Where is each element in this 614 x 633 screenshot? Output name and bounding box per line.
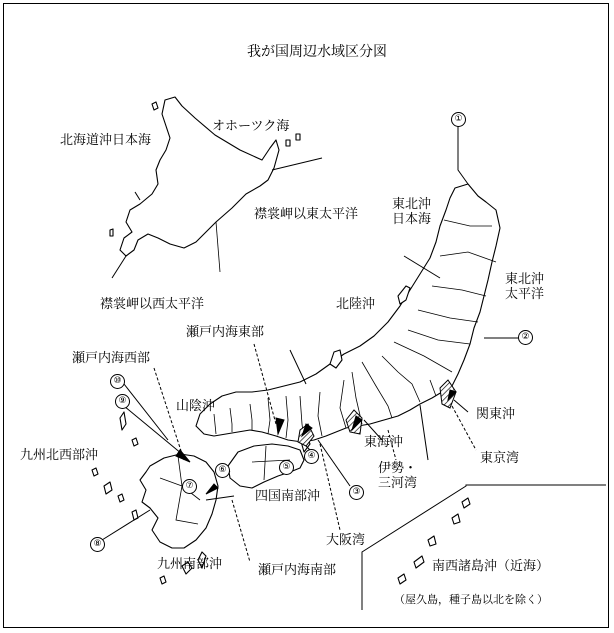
hokkaido-boundary xyxy=(216,222,220,272)
nansei-island-3 xyxy=(428,536,436,546)
label-west-erimo: 襟裳岬以西太平洋 xyxy=(100,297,205,312)
nansei-island-1 xyxy=(462,498,470,508)
leader-1 xyxy=(458,125,468,184)
goto-island-2 xyxy=(118,494,124,502)
map-title: 我が国周辺水域区分図 xyxy=(247,44,387,60)
rishiri-island xyxy=(152,102,158,110)
label-nansei-note: （屋久島，種子島以北を除く） xyxy=(394,593,548,606)
label-east-erimo: 襟裳岬以東太平洋 xyxy=(254,207,359,222)
label-tokai: 東海沖 xyxy=(364,435,404,450)
marker-9: ⑨ xyxy=(115,394,130,409)
label-ise-1: 伊勢・ xyxy=(378,461,418,476)
label-tohoku-japan-sea-1: 東北沖 xyxy=(392,197,432,212)
nansei-island-4 xyxy=(414,556,424,568)
marker-5: ⑤ xyxy=(279,460,294,475)
label-tohoku-pacific-1: 東北沖 xyxy=(505,272,545,287)
label-ise xyxy=(378,462,417,492)
marker-3: ③ xyxy=(349,485,364,500)
label-kyushu-south: 九州南部沖 xyxy=(157,557,223,572)
label-tohoku-japan-sea-2: 日本海 xyxy=(392,211,432,227)
label-kyushu-nw: 九州北西部沖 xyxy=(20,448,99,463)
marker-6: ⑥ xyxy=(215,463,230,478)
dash-tokyo xyxy=(452,406,476,450)
nansei-box xyxy=(362,485,606,610)
label-tokyo-bay: 東京湾 xyxy=(480,451,520,466)
leader-3 xyxy=(318,440,350,486)
leader-tokai-2 xyxy=(420,405,428,460)
label-tohoku-japan-sea xyxy=(392,198,431,228)
marker-2: ② xyxy=(518,330,533,345)
label-osaka-bay: 大阪湾 xyxy=(326,533,366,548)
goto-island xyxy=(104,482,112,494)
hokkaido-sw-line xyxy=(112,256,126,278)
label-seto-east: 瀬戸内海東部 xyxy=(186,325,265,340)
iki-island xyxy=(132,438,138,446)
label-seto-west: 瀬戸内海西部 xyxy=(72,351,151,366)
label-hokkaido-japan-sea: 北海道沖日本海 xyxy=(60,133,152,148)
marker-1: ① xyxy=(451,112,466,127)
leader-8 xyxy=(102,510,150,540)
label-okhotsk: オホーツク海 xyxy=(212,119,290,134)
label-tohoku-pacific-2: 太平洋 xyxy=(505,286,545,302)
leader-hokuriku xyxy=(290,350,306,384)
dash-seto-south xyxy=(232,500,250,562)
nansei-island-2 xyxy=(452,514,460,524)
okushiri-island xyxy=(110,229,113,236)
tsushima-island xyxy=(120,412,126,430)
leader-kanto xyxy=(454,400,468,412)
marker-4: ④ xyxy=(304,449,319,464)
label-shikoku-south: 四国南部沖 xyxy=(255,489,321,504)
label-nansei: 南西諸島沖（近海） xyxy=(432,559,550,574)
label-tohoku-pacific xyxy=(505,273,544,303)
label-hokuriku: 北陸沖 xyxy=(336,297,376,312)
label-seto-south: 瀬戸内海南部 xyxy=(258,563,337,578)
label-sanin: 山陰沖 xyxy=(176,399,216,414)
hokkaido-nw-line xyxy=(135,192,140,200)
marker-8: ⑧ xyxy=(90,537,105,552)
nansei-island-5 xyxy=(398,574,406,584)
kurile-island xyxy=(286,140,290,146)
kyushu-nw-islet xyxy=(92,468,98,476)
marker-10: ⑩ xyxy=(110,374,125,389)
label-kanto: 関東沖 xyxy=(476,407,516,422)
arrow-9 xyxy=(124,406,182,454)
marker-7: ⑦ xyxy=(182,479,197,494)
hokkaido-east-line xyxy=(272,158,322,170)
kyushu-south-islet xyxy=(160,576,166,584)
kurile-island-2 xyxy=(296,134,300,140)
label-ise-2: 三河湾 xyxy=(378,475,418,491)
